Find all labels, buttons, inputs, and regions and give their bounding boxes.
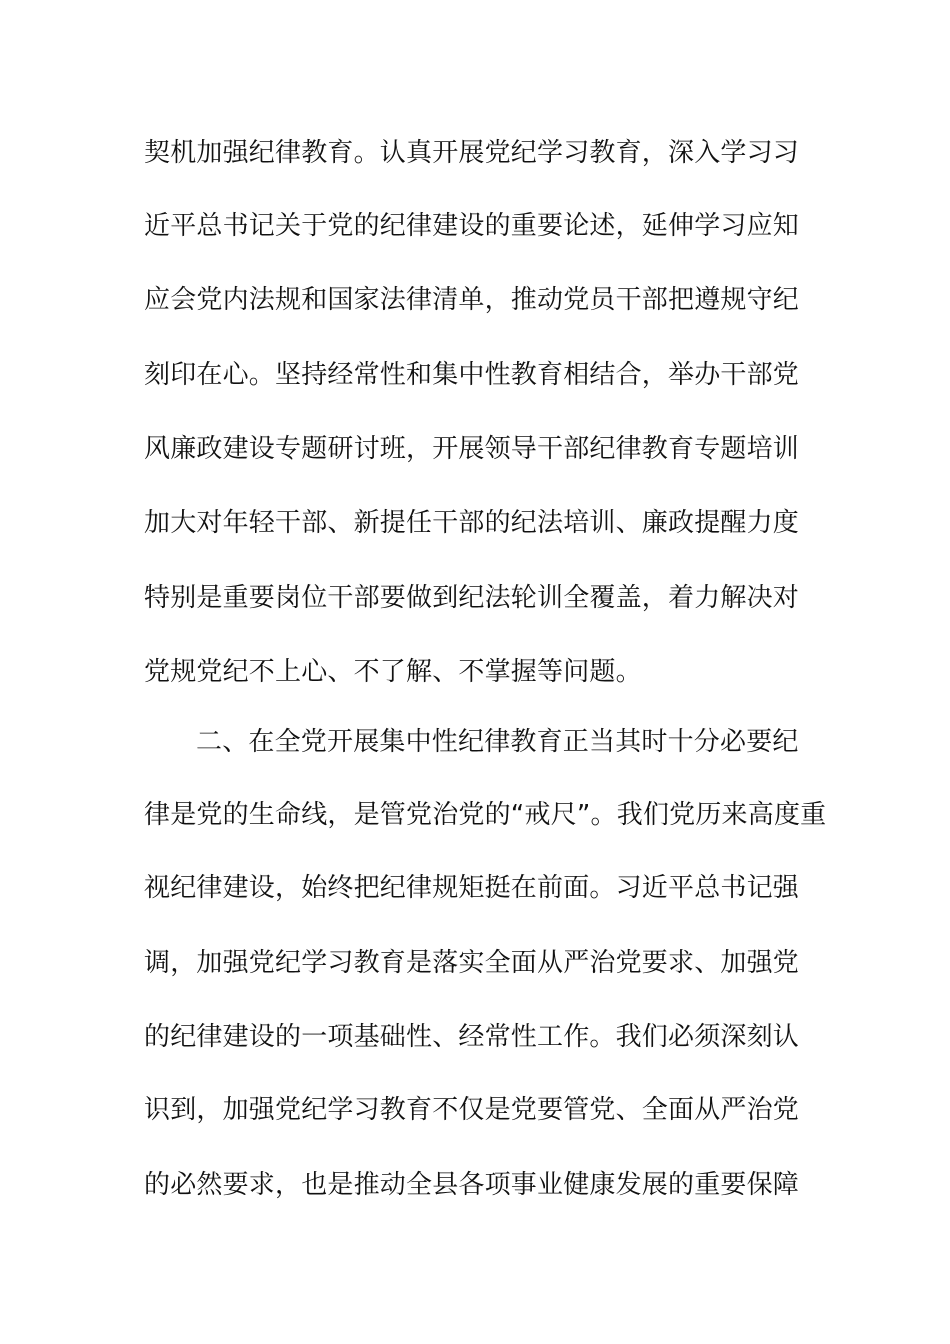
text-line: 加大对年轻干部、新提任干部的纪法培训、廉政提醒力度 (144, 508, 800, 538)
text-line: 风廉政建设专题研讨班，开展领导干部纪律教育专题培训 (144, 434, 800, 464)
text-line: 特别是重要岗位干部要做到纪法轮训全覆盖，着力解决对 (144, 583, 800, 613)
text-line: 视纪律建设，始终把纪律规矩挺在前面。习近平总书记强 (144, 873, 800, 903)
text-line: 识到，加强党纪学习教育不仅是党要管党、全面从严治党 (144, 1095, 800, 1125)
text-line: 调，加强党纪学习教育是落实全面从严治党要求、加强党 (144, 948, 800, 978)
section-heading-line: 二、在全党开展集中性纪律教育正当其时十分必要纪 (196, 727, 799, 757)
text-line: 律是党的生命线，是管党治党的“戒尺”。我们党历来高度重 (144, 800, 827, 830)
text-line: 党规党纪不上心、不了解、不掌握等问题。 (144, 657, 642, 687)
text-line: 应会党内法规和国家法律清单，推动党员干部把遵规守纪 (144, 285, 800, 315)
text-line: 刻印在心。坚持经常性和集中性教育相结合，举办干部党 (144, 360, 800, 390)
text-line: 契机加强纪律教育。认真开展党纪学习教育，深入学习习 (144, 138, 800, 168)
text-line: 近平总书记关于党的纪律建设的重要论述，延伸学习应知 (144, 211, 800, 241)
text-line: 的必然要求，也是推动全县各项事业健康发展的重要保障 (144, 1170, 800, 1200)
text-line: 的纪律建设的一项基础性、经常性工作。我们必须深刻认 (144, 1022, 800, 1052)
